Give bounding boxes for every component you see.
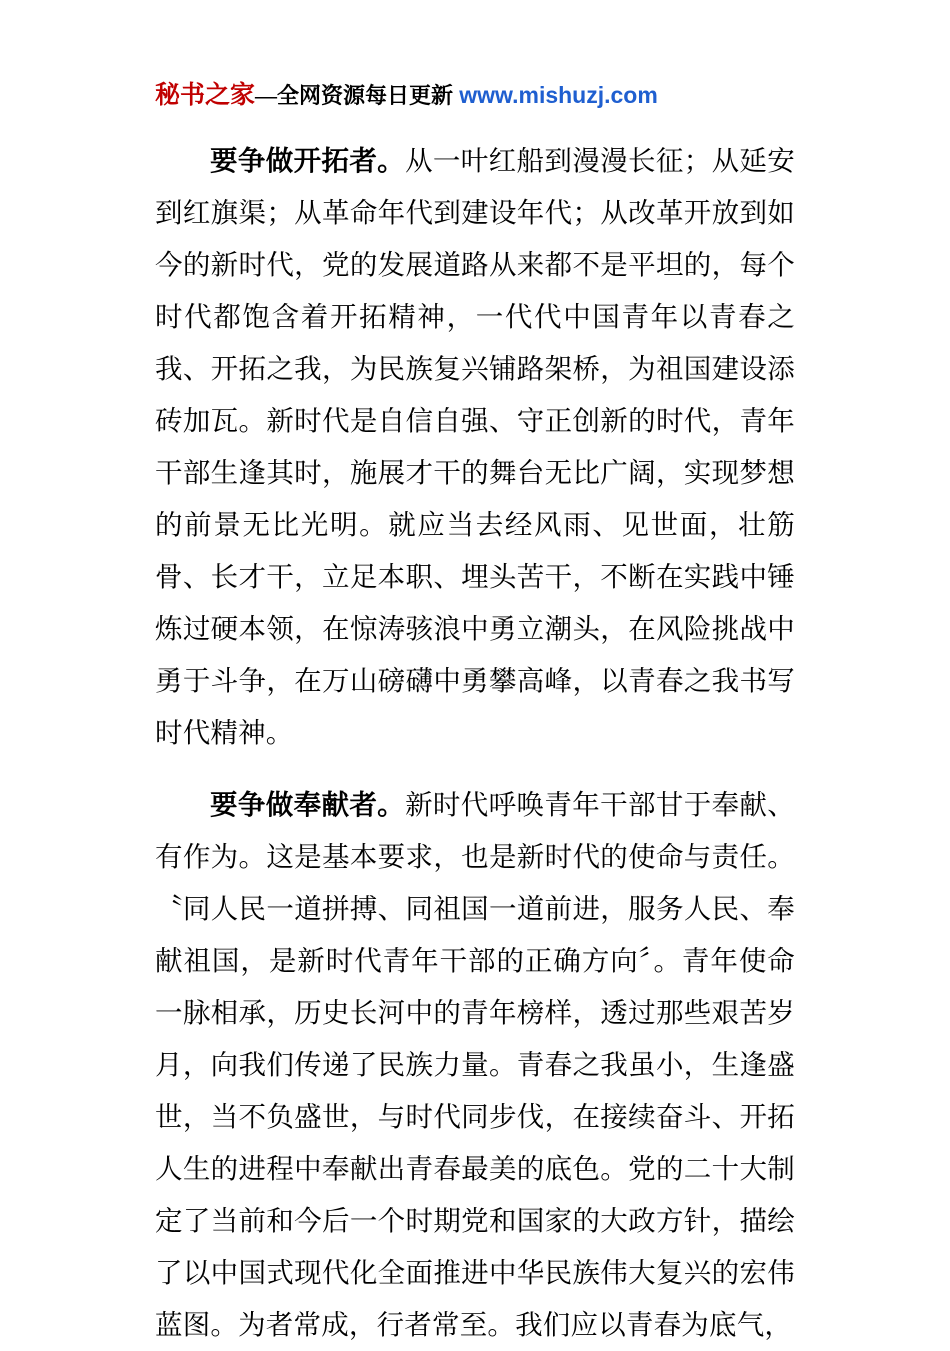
paragraph-2-lead: 要争做奉献者。 — [210, 789, 406, 820]
paragraph-1-lead: 要争做开拓者。 — [210, 145, 406, 176]
paragraph-1-body: 从一叶红船到漫漫长征；从延安到红旗渠；从革命年代到建设年代；从改革开放到如今的新时代，党的发展道路从来都不是平坦的，每个时代都饱含着开拓精神，一代代中国青年以青春之我、开拓之我，为民族复兴铺路架桥，为祖国建设添砖加瓦。新时代是自信自强、守正创新的时代，青年干部生逢其时，施展才干的舞台无比广阔，实现梦想的前景无比光明。就应当去经风雨、见世面，壮筋骨、长才干，立足本职、埋头苦干，不断在实践中锤炼过硬本领，在惊涛骇浪中勇立潮头，在风险挑战中勇于斗争，在万山磅礴中勇攀高峰，以青春之我书写时代精神。 — [155, 145, 795, 748]
site-brand: 秘书之家 — [155, 82, 256, 109]
site-url[interactable]: www.mishuzj.com — [459, 82, 658, 108]
paragraph-2-body: 新时代呼唤青年干部甘于奉献、有作为。这是基本要求，也是新时代的使命与责任。〝同人民一道拼搏、同祖国一道前进，服务人民、奉献祖国，是新时代青年干部的正确方向〞。青年使命一脉相承，历史长河中的青年榜样，透过那些艰苦岁月，向我们传递了民族力量。青春之我虽小，生逢盛世，当不负盛世，与时代同步伐，在接续奋斗、开拓人生的进程中奉献出青春最美的底色。党的二十大制定了当前和今后一个时期党和国家的大政方针，描绘了以中国式现代化全面推进中华民族伟大复兴的宏伟蓝图。为者常成，行者常至。我们应以青春为底气， — [155, 789, 795, 1340]
site-tagline: —全网资源每日更新 — [255, 83, 454, 108]
paragraph-spacer — [155, 765, 795, 779]
paragraph-1 — [155, 135, 795, 759]
paragraph-2 — [155, 779, 795, 1351]
site-header — [155, 78, 795, 113]
